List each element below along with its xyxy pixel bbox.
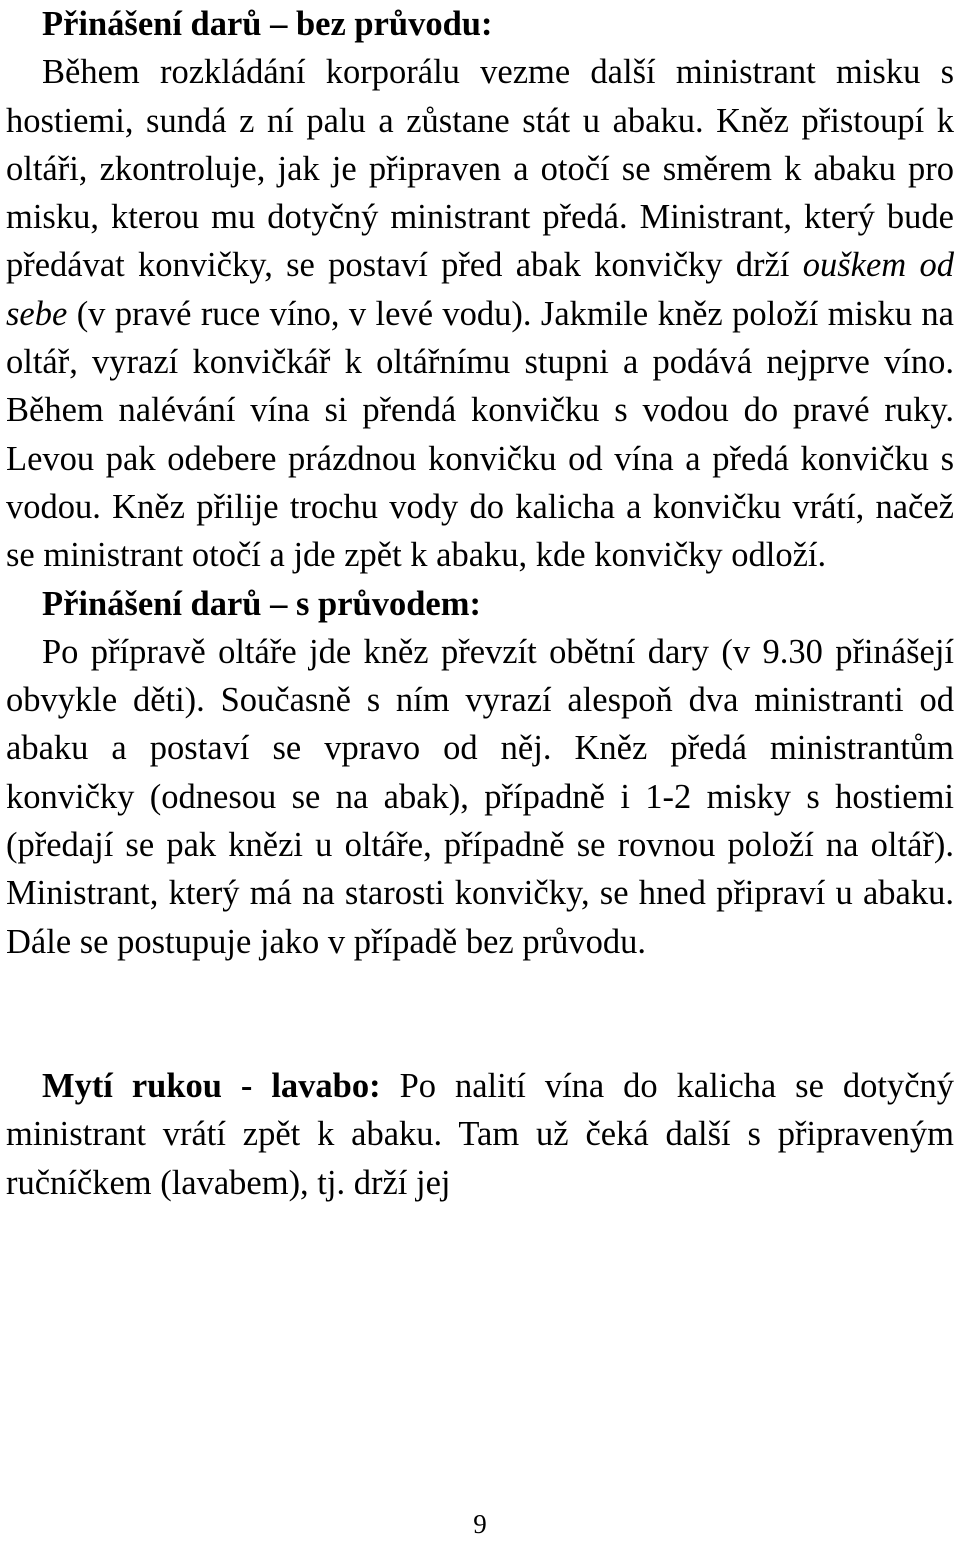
emphasis-text: ouškem od sebe (6, 246, 955, 333)
section-spacer (6, 966, 954, 1062)
section-heading-offertory-procession: Přinášení darů – s průvodem: (42, 584, 481, 623)
paragraph-text-part: Po nalití vína do kalicha se dotyčný ministrant vrátí zpět k abaku. Tam už čeká další s připraveným ručníčkem (lavabem), tj. drží jej (6, 1066, 955, 1202)
paragraph-text-part: Během rozkládání korporálu vezme další ministrant misku s hostiemi, sundá z ní palu a zůstane stát u abaku. Kněz přistoupí k oltáři, zkontroluje, jak je připraven a otočí se směrem k abaku pro misku, kterou mu dotyčný ministrant předá. Ministrant, který bude předávat konvičky, se postaví před abak konvičky drží (6, 53, 954, 285)
paragraph-lavabo (6, 1062, 954, 1207)
section-heading-offertory-no-procession: Přinášení darů – bez průvodu: (42, 5, 493, 43)
section-lead-lavabo: Mytí rukou - lavabo: (42, 1066, 381, 1105)
page-number: 9 (473, 1509, 487, 1539)
paragraph-offertory-no-procession (6, 48, 954, 579)
paragraph-offertory-procession: Po přípravě oltáře jde kněz převzít obětní dary (v 9.30 přinášejí obvykle děti). Současně s ním vyrazí alespoň dva ministranti od abaku a postaví se vpravo od něj. Kněz předá ministrantům konvičky (odnesou se na abak), případně i 1-2 misky s hostiemi (předají se pak knězi u oltáře, případně se rovnou položí na oltář). Ministrant, který má na starosti konvičky, se hned připraví u abaku. Dále se postupuje jako v případě bez průvodu. (6, 632, 954, 961)
paragraph-text-part: (v pravé ruce víno, v levé vodu). Jakmile kněz položí misku na oltář, vyrazí konvičkář k oltářnímu stupni a podává nejprve víno. Během nalévání vína si přendá konvičku s vodou do pravé ruky. Levou pak odebere prázdnou konvičku od vína a předá konvičku s vodou. Kněz přilije trochu vody do kalicha a konvičku vrátí, načež se ministrant otočí a jde zpět k abaku, kde konvičky odloží. (6, 294, 954, 575)
document-page (6, 0, 954, 1207)
